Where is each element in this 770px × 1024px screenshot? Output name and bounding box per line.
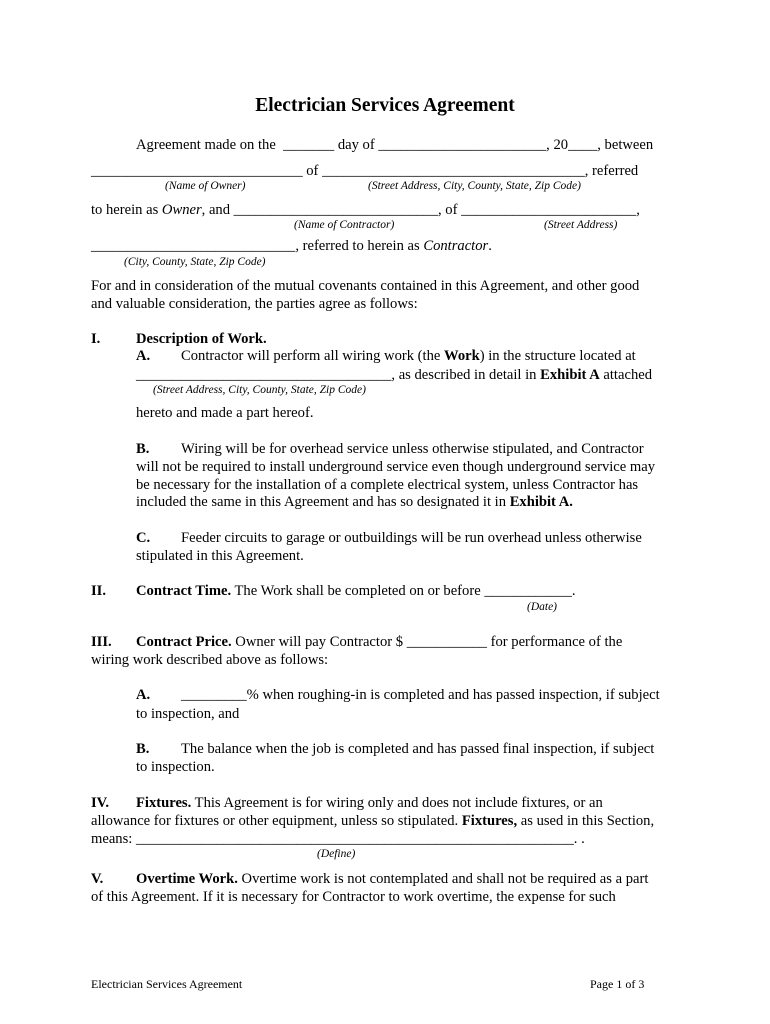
section-3a-line-2: to inspection, and (136, 706, 240, 722)
document-title: Electrician Services Agreement (255, 95, 515, 116)
footer-page-number: Page 1 of 3 (590, 977, 645, 991)
section-3b-line-2: to inspection. (136, 759, 215, 775)
section-1c-line-1: Feeder circuits to garage or outbuildings will be run overhead unless otherwise (181, 530, 642, 546)
section-1b-line-2: will not be required to install underground service even though underground service may (136, 459, 656, 475)
section-1a-line-2: ___________________________________, as described in detail in Exhibit A attached (136, 367, 653, 383)
label-owner-name: (Name of Owner) (165, 180, 246, 192)
section-4-line-3: means: ____________________________________________________________. . (91, 831, 585, 847)
section-5-line-2: of this Agreement. If it is necessary for Contractor to work overtime, the expense for such (91, 889, 616, 905)
section-1b-line-1: Wiring will be for overhead service unless otherwise stipulated, and Contractor (181, 441, 644, 457)
section-5-line-1: Overtime Work. Overtime work is not contemplated and shall not be required as a part (136, 871, 649, 887)
intro-line-2: _____________________________ of ____________________________________, referred (91, 163, 639, 179)
section-1b-line-4: included the same in this Agreement and has so designated it in Exhibit A. (136, 494, 573, 510)
intro-line-3: to herein as Owner, and ____________________________, of ________________________, (91, 202, 640, 218)
section-1a-line-1: Contractor will perform all wiring work (the Work) in the structure located at (181, 348, 636, 364)
section-3a-letter: A. (136, 687, 151, 703)
section-3a-line-1: _________% when roughing-in is completed and has passed inspection, if subject (181, 687, 660, 703)
section-4-line-1: Fixtures. This Agreement is for wiring only and does not include fixtures, or an (136, 795, 603, 811)
label-street-address: (Street Address) (544, 219, 618, 231)
section-1b-line-3: be necessary for the installation of a complete electrical system, unless Contractor has (136, 477, 639, 493)
section-1-heading: Description of Work. (136, 331, 267, 347)
section-2-number: II. (91, 583, 107, 599)
consideration-line-1: For and in consideration of the mutual covenants contained in this Agreement, and other good (91, 278, 640, 294)
section-3-line-2: wiring work described above as follows: (91, 652, 329, 668)
section-1a-letter: A. (136, 348, 151, 364)
footer-document-name: Electrician Services Agreement (91, 977, 243, 991)
label-date: (Date) (527, 601, 558, 613)
intro-line-4: ____________________________, referred to herein as Contractor. (91, 238, 492, 254)
section-5-number: V. (91, 871, 104, 887)
section-1c-letter: C. (136, 530, 151, 546)
label-owner-address: (Street Address, City, County, State, Zip Code) (368, 180, 581, 192)
section-1a-line-3: hereto and made a part hereof. (136, 405, 314, 421)
section-3-line-1: Contract Price. Owner will pay Contractor $ ___________ for performance of the (136, 634, 623, 650)
section-4-line-2: allowance for fixtures or other equipment, unless so stipulated. Fixtures, as used in this Section, (91, 813, 655, 829)
section-4-number: IV. (91, 795, 109, 811)
label-work-address: (Street Address, City, County, State, Zip Code) (153, 384, 366, 396)
label-define: (Define) (317, 848, 356, 860)
label-contractor-name: (Name of Contractor) (294, 219, 395, 231)
consideration-line-2: and valuable consideration, the parties agree as follows: (91, 296, 418, 312)
section-3b-letter: B. (136, 741, 150, 757)
section-3b-line-1: The balance when the job is completed and has passed final inspection, if subject (181, 741, 655, 757)
section-1c-line-2: stipulated in this Agreement. (136, 548, 304, 564)
intro-line-1: Agreement made on the _______ day of _______________________, 20____, between (136, 137, 654, 153)
section-2-text: Contract Time. The Work shall be completed on or before ____________. (136, 583, 576, 599)
section-3-number: III. (91, 634, 112, 650)
section-1b-letter: B. (136, 441, 150, 457)
section-1-number: I. (91, 331, 101, 347)
label-city-county: (City, County, State, Zip Code) (124, 256, 266, 268)
